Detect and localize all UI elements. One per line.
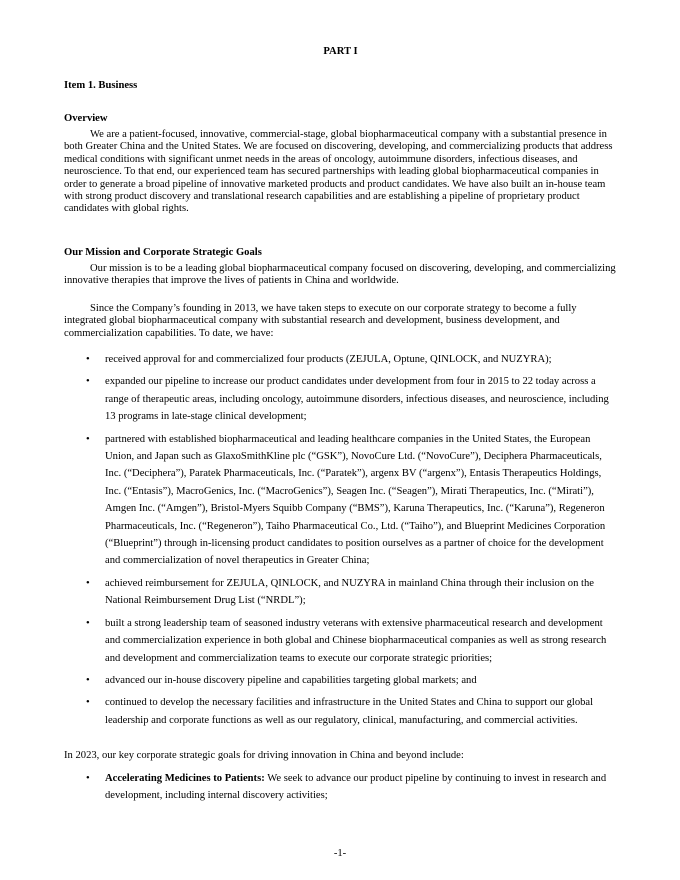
- list-item: • continued to develop the necessary facilities and infrastructure in the United States and China to support our global leadership and corporate functions as well as our regulatory, clinical, manufacturing, and commercial activities.: [64, 694, 617, 729]
- list-item: • built a strong leadership team of seasoned industry veterans with extensive pharmaceutical research and development and commercialization experience in both global and Chinese biopharmaceutical companies as well as strong research and development and commercialization teams to execute our corporate strategic priorities;: [64, 615, 617, 667]
- goal-title: Accelerating Medicines to Patients:: [105, 773, 265, 784]
- bullet-icon: •: [86, 376, 90, 388]
- overview-paragraph: We are a patient-focused, innovative, commercial-stage, global biopharmaceutical company with a substantial presence in both Greater China and the United States. We are focused on discovering, developing, and commercializing products that address medical conditions with significant unmet needs in the areas of oncology, autoimmune disorders, infectious diseases, and neuroscience. To that end, our experienced team has secured partnerships with leading global biopharmaceutical companies in order to generate a broad pipeline of innovative marketed products and product candidates. We have also built an in-house team with strong product discovery and translational research capabilities and are establishing a pipeline of proprietary product candidates with global rights.: [64, 129, 613, 215]
- list-item: • received approval for and commercialized four products (ZEJULA, Optune, QINLOCK, and NUZYRA);: [64, 351, 617, 368]
- bullet-icon: •: [86, 433, 90, 445]
- bullet-icon: •: [86, 674, 90, 686]
- item-heading: Item 1. Business: [64, 80, 138, 91]
- list-item: • partnered with established biopharmaceutical and leading healthcare companies in the United States, the European Union, and Japan such as GlaxoSmithKline plc (“GSK”), NovoCure Ltd. (“NovoCure”), Deciphera Pharmaceuticals, Inc. (“Deciphera”), Paratek Pharmaceuticals, Inc. (“Paratek”), argenx BV (“argenx”), Entasis Therapeutics Holdings, Inc. (“Entasis”), MacroGenics, Inc. (“MacroGenics”), Seagen Inc. (“Seagen”), Mirati Therapeutics, Inc. (“Mirati”), Amgen Inc. (“Amgen”), Bristol-Myers Squibb Company (“BMS”), Karuna Therapeutics, Inc. (“Karuna”), Regeneron Pharmaceuticals, Inc. (“Regeneron”), Taiho Pharmaceutical Co., Ltd. (“Taiho”), and Blueprint Medicines Corporation (“Blueprint”) through in-licensing product candidates to position ourselves as a partner of choice for the development and commercialization of novel therapeutics in Greater China;: [64, 431, 617, 570]
- page-number: -1-: [333, 848, 347, 859]
- bullet-icon: •: [86, 354, 90, 365]
- list-item: • Accelerating Medicines to Patients: We seek to advance our product pipeline by continuing to invest in research and development, including internal discovery activities;: [64, 770, 617, 805]
- list-item: • advanced our in-house discovery pipeline and capabilities targeting global markets; and: [64, 672, 617, 689]
- bullet-icon: •: [86, 577, 90, 589]
- overview-heading: Overview: [64, 113, 108, 124]
- list-item: • achieved reimbursement for ZEJULA, QINLOCK, and NUZYRA in mainland China through their inclusion on the National Reimbursement Drug List (“NRDL”);: [64, 575, 617, 610]
- mission-heading: Our Mission and Corporate Strategic Goals: [64, 247, 262, 258]
- achievements-list: [64, 351, 617, 734]
- bullet-icon: •: [86, 773, 90, 784]
- goals-intro: In 2023, our key corporate strategic goals for driving innovation in China and beyond include:: [64, 750, 464, 761]
- mission-paragraph: Our mission is to be a leading global biopharmaceutical company focused on discovering, developing, and commercializing innovative therapies that improve the lives of patients in China and worldwide.: [64, 263, 616, 287]
- bullet-icon: •: [86, 697, 90, 709]
- part-heading: PART I: [323, 46, 358, 57]
- list-item: • expanded our pipeline to increase our product candidates under development from four in 2015 to 22 today across a range of therapeutic areas, including oncology, autoimmune disorders, infectious diseases, and neuroscience, including 13 programs in late-stage clinical development;: [64, 373, 617, 425]
- bullet-icon: •: [86, 617, 90, 629]
- history-paragraph: Since the Company’s founding in 2013, we have taken steps to execute on our corporate strategy to become a fully integrated global biopharmaceutical company with substantial research and development, business development, and commercialization capabilities. To date, we have:: [64, 303, 577, 339]
- goals-list: [64, 770, 617, 805]
